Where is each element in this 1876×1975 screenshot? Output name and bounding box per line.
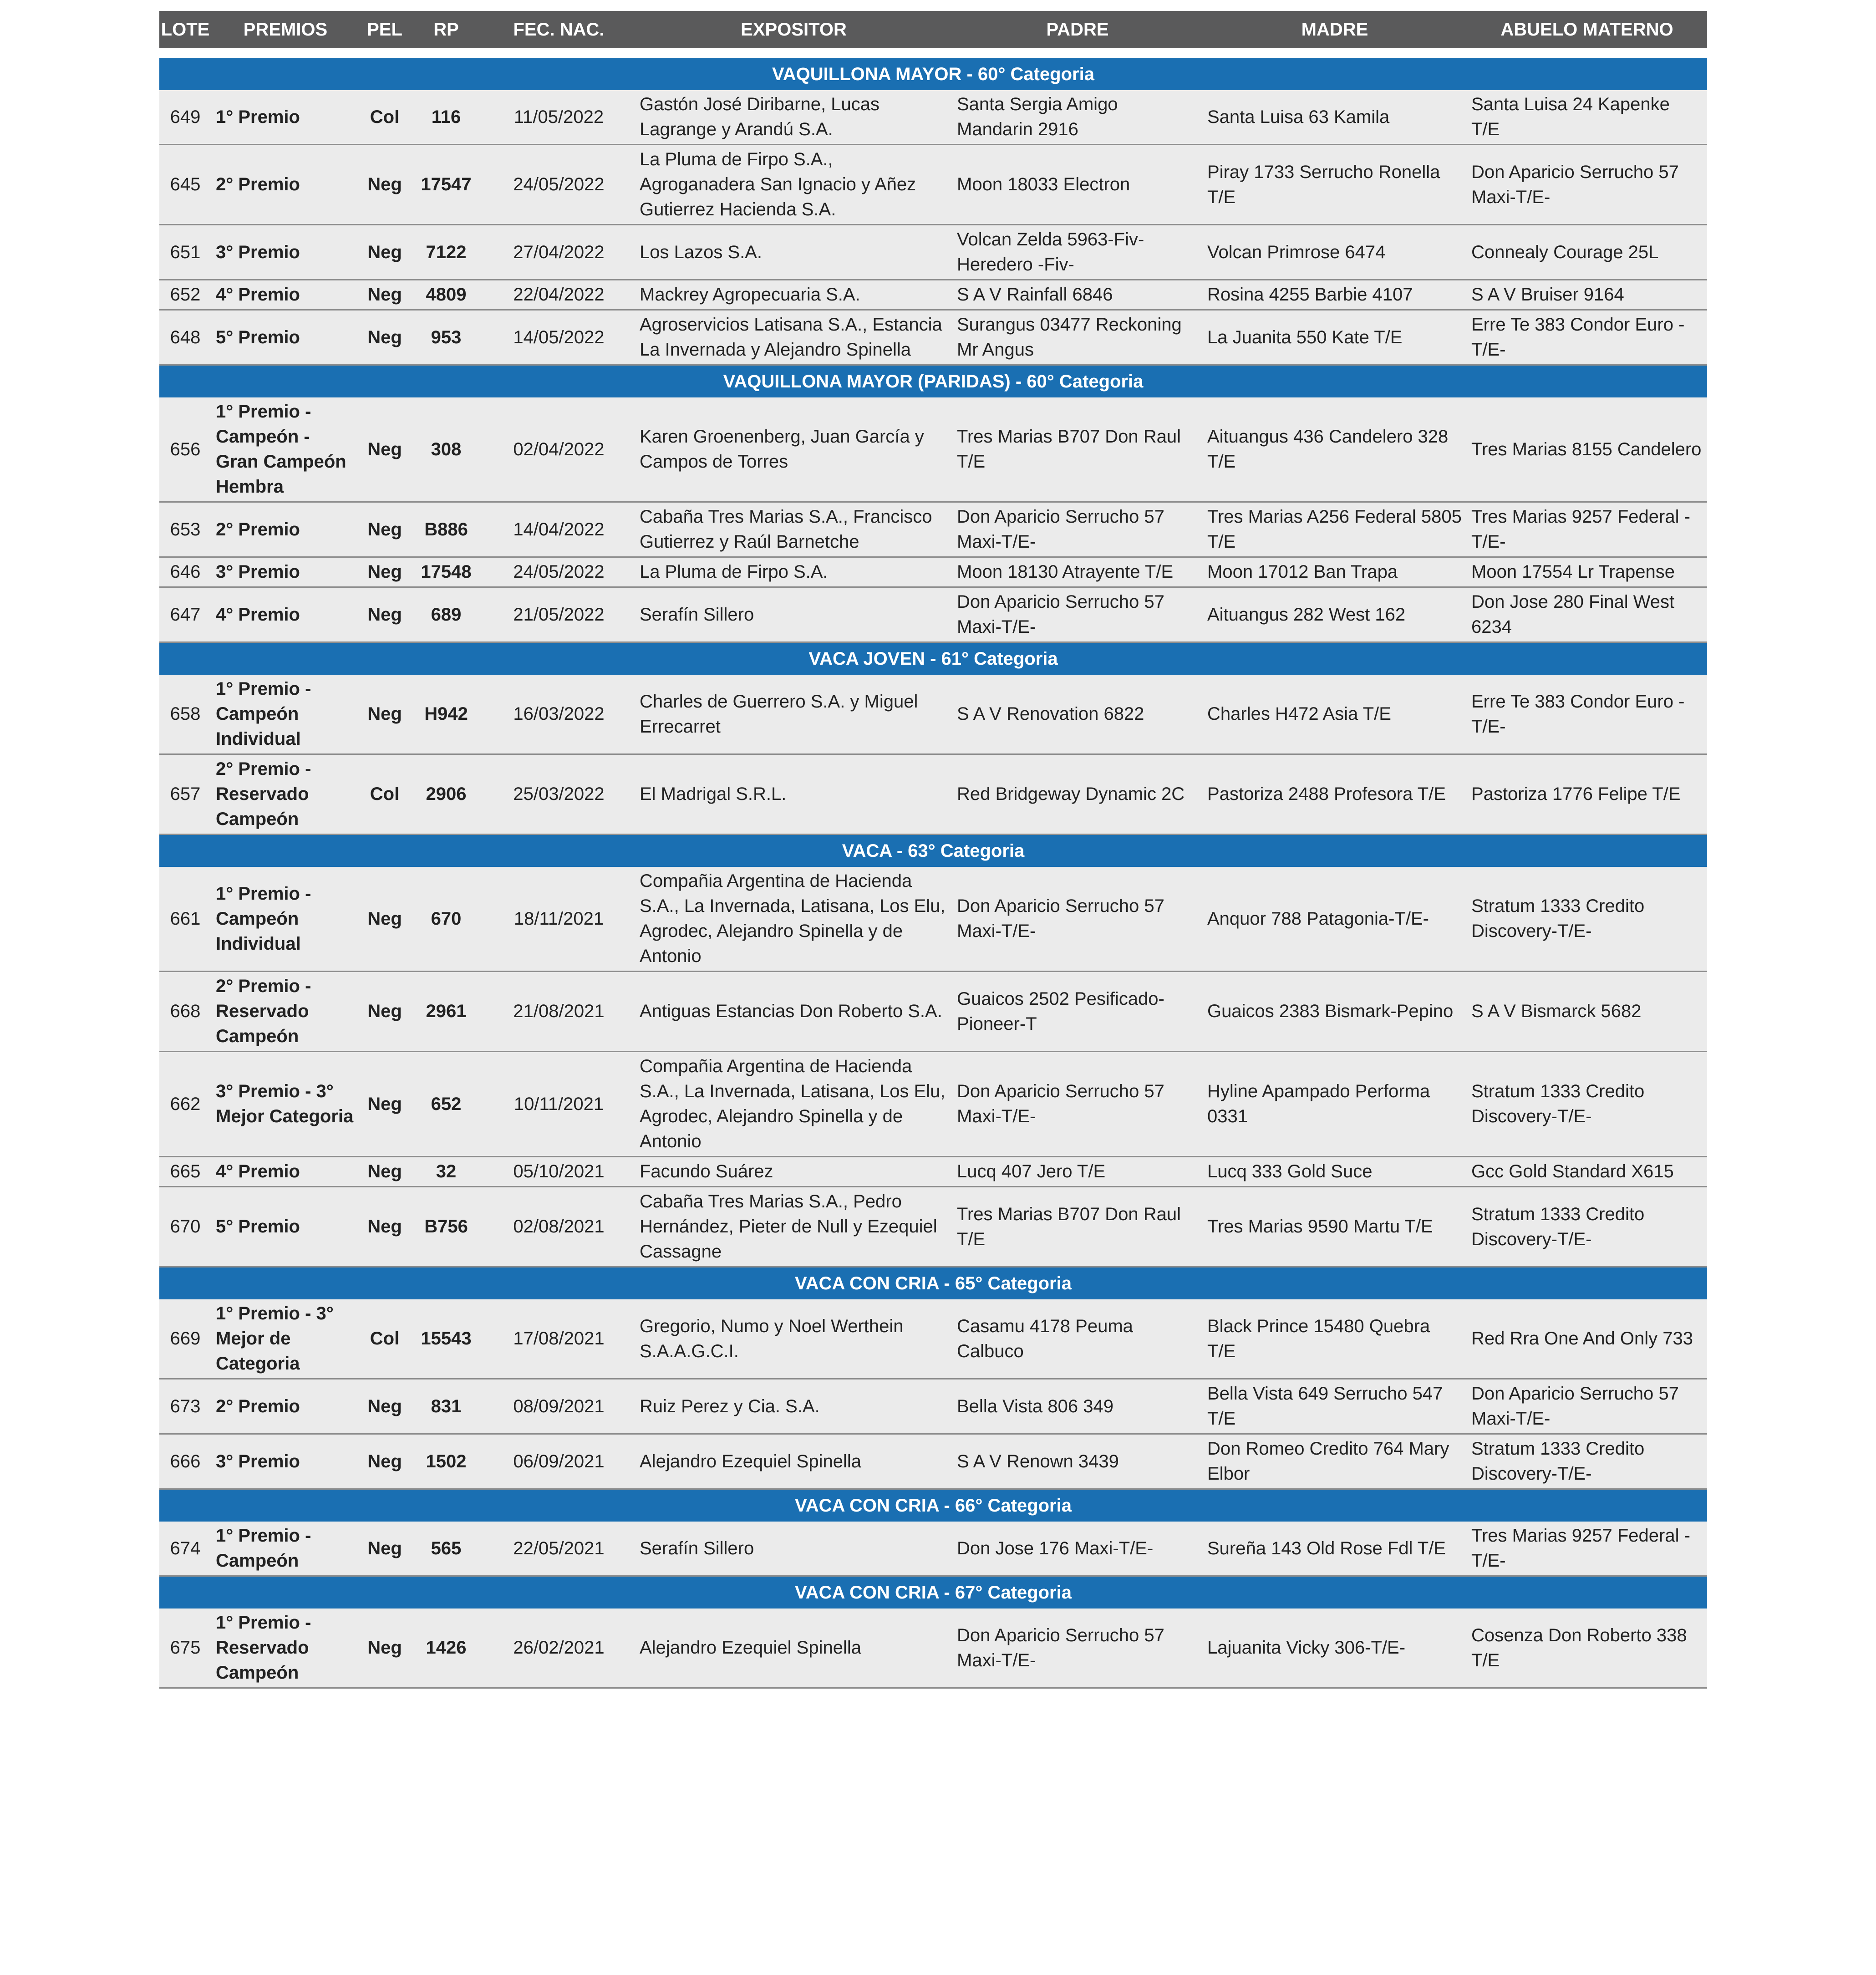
- rp-number-cell: B886: [410, 502, 483, 557]
- exhibitor-cell: Los Lazos S.A.: [635, 225, 952, 280]
- exhibitor-cell: Alejandro Ezequiel Spinella: [635, 1434, 952, 1489]
- rp-number-cell: 17548: [410, 557, 483, 587]
- section-title: VACA JOVEN - 61° Categoria: [159, 642, 1707, 675]
- birth-date-cell: 14/04/2022: [483, 502, 635, 557]
- table-row: [159, 1052, 1707, 1157]
- exhibitor-cell: Karen Groenenberg, Juan García y Campos de Torres: [635, 397, 952, 502]
- birth-date-cell: 22/04/2022: [483, 280, 635, 310]
- prize-cell: 1° Premio - Campeón Individual: [211, 675, 360, 754]
- section-header: [159, 58, 1707, 90]
- dam-cell: Charles H472 Asia T/E: [1203, 675, 1467, 754]
- coat-color-cell: Neg: [360, 972, 410, 1052]
- sire-cell: S A V Renown 3439: [952, 1434, 1203, 1489]
- sire-cell: Don Aparicio Serrucho 57 Maxi-T/E-: [952, 1052, 1203, 1157]
- table-row: [159, 1157, 1707, 1187]
- prize-cell: 2° Premio: [211, 1379, 360, 1434]
- maternal-grandsire-cell: Tres Marias 8155 Candelero: [1467, 397, 1707, 502]
- lot-number-cell: 656: [159, 397, 211, 502]
- rp-number-cell: 15543: [410, 1299, 483, 1379]
- maternal-grandsire-cell: Stratum 1333 Credito Discovery-T/E-: [1467, 1187, 1707, 1267]
- table-row: [159, 972, 1707, 1052]
- birth-date-cell: 02/04/2022: [483, 397, 635, 502]
- birth-date-cell: 18/11/2021: [483, 867, 635, 972]
- sire-cell: Tres Marias B707 Don Raul T/E: [952, 397, 1203, 502]
- birth-date-cell: 17/08/2021: [483, 1299, 635, 1379]
- dam-cell: Anquor 788 Patagonia-T/E-: [1203, 867, 1467, 972]
- prize-cell: 4° Premio: [211, 280, 360, 310]
- lot-number-cell: 651: [159, 225, 211, 280]
- coat-color-cell: Neg: [360, 557, 410, 587]
- maternal-grandsire-cell: Red Rra One And Only 733: [1467, 1299, 1707, 1379]
- coat-color-cell: Neg: [360, 310, 410, 365]
- coat-color-cell: Neg: [360, 502, 410, 557]
- table-header: [159, 11, 1707, 48]
- header-rp: RP: [410, 11, 483, 48]
- dam-cell: Volcan Primrose 6474: [1203, 225, 1467, 280]
- sire-cell: Don Aparicio Serrucho 57 Maxi-T/E-: [952, 1609, 1203, 1688]
- exhibitor-cell: Compañia Argentina de Hacienda S.A., La Invernada, Latisana, Los Elu, Agrodec, Alejandro Spinella y de Antonio: [635, 867, 952, 972]
- dam-cell: Tres Marias 9590 Martu T/E: [1203, 1187, 1467, 1267]
- table-row: [159, 310, 1707, 365]
- table-row: [159, 225, 1707, 280]
- dam-cell: Moon 17012 Ban Trapa: [1203, 557, 1467, 587]
- birth-date-cell: 02/08/2021: [483, 1187, 635, 1267]
- prize-cell: 5° Premio: [211, 1187, 360, 1267]
- exhibitor-cell: Compañia Argentina de Hacienda S.A., La Invernada, Latisana, Los Elu, Agrodec, Alejandro Spinella y de Antonio: [635, 1052, 952, 1157]
- coat-color-cell: Neg: [360, 1522, 410, 1576]
- lot-number-cell: 658: [159, 675, 211, 754]
- birth-date-cell: 08/09/2021: [483, 1379, 635, 1434]
- maternal-grandsire-cell: Stratum 1333 Credito Discovery-T/E-: [1467, 1434, 1707, 1489]
- sire-cell: Red Bridgeway Dynamic 2C: [952, 754, 1203, 835]
- exhibitor-cell: Gastón José Diribarne, Lucas Lagrange y Arandú S.A.: [635, 90, 952, 145]
- rp-number-cell: 32: [410, 1157, 483, 1187]
- exhibitor-cell: Cabaña Tres Marias S.A., Francisco Gutierrez y Raúl Barnetche: [635, 502, 952, 557]
- coat-color-cell: Neg: [360, 1609, 410, 1688]
- exhibitor-cell: Alejandro Ezequiel Spinella: [635, 1609, 952, 1688]
- rp-number-cell: 2961: [410, 972, 483, 1052]
- maternal-grandsire-cell: Gcc Gold Standard X615: [1467, 1157, 1707, 1187]
- dam-cell: Sureña 143 Old Rose Fdl T/E: [1203, 1522, 1467, 1576]
- lot-number-cell: 668: [159, 972, 211, 1052]
- table-body: [159, 48, 1707, 1688]
- maternal-grandsire-cell: Erre Te 383 Condor Euro -T/E-: [1467, 675, 1707, 754]
- prize-cell: 2° Premio - Reservado Campeón: [211, 972, 360, 1052]
- table-row: [159, 502, 1707, 557]
- sire-cell: Don Aparicio Serrucho 57 Maxi-T/E-: [952, 502, 1203, 557]
- exhibitor-cell: Charles de Guerrero S.A. y Miguel Errecarret: [635, 675, 952, 754]
- coat-color-cell: Col: [360, 754, 410, 835]
- birth-date-cell: 25/03/2022: [483, 754, 635, 835]
- birth-date-cell: 05/10/2021: [483, 1157, 635, 1187]
- dam-cell: Piray 1733 Serrucho Ronella T/E: [1203, 145, 1467, 225]
- dam-cell: Black Prince 15480 Quebra T/E: [1203, 1299, 1467, 1379]
- section-header: [159, 1489, 1707, 1522]
- rp-number-cell: 565: [410, 1522, 483, 1576]
- lot-number-cell: 647: [159, 587, 211, 642]
- sire-cell: Moon 18130 Atrayente T/E: [952, 557, 1203, 587]
- sire-cell: Casamu 4178 Peuma Calbuco: [952, 1299, 1203, 1379]
- birth-date-cell: 21/08/2021: [483, 972, 635, 1052]
- table-row: [159, 1299, 1707, 1379]
- table-row: [159, 587, 1707, 642]
- exhibitor-cell: La Pluma de Firpo S.A., Agroganadera San Ignacio y Añez Gutierrez Hacienda S.A.: [635, 145, 952, 225]
- lot-number-cell: 653: [159, 502, 211, 557]
- maternal-grandsire-cell: S A V Bismarck 5682: [1467, 972, 1707, 1052]
- exhibitor-cell: Gregorio, Numo y Noel Werthein S.A.A.G.C.I.: [635, 1299, 952, 1379]
- birth-date-cell: 06/09/2021: [483, 1434, 635, 1489]
- coat-color-cell: Neg: [360, 1379, 410, 1434]
- dam-cell: Tres Marias A256 Federal 5805 T/E: [1203, 502, 1467, 557]
- sire-cell: Santa Sergia Amigo Mandarin 2916: [952, 90, 1203, 145]
- lot-number-cell: 669: [159, 1299, 211, 1379]
- sire-cell: Tres Marias B707 Don Raul T/E: [952, 1187, 1203, 1267]
- coat-color-cell: Neg: [360, 397, 410, 502]
- rp-number-cell: 953: [410, 310, 483, 365]
- maternal-grandsire-cell: Cosenza Don Roberto 338 T/E: [1467, 1609, 1707, 1688]
- lot-number-cell: 674: [159, 1522, 211, 1576]
- prize-cell: 3° Premio: [211, 225, 360, 280]
- lot-number-cell: 648: [159, 310, 211, 365]
- exhibitor-cell: Serafín Sillero: [635, 587, 952, 642]
- header-row: [159, 11, 1707, 48]
- rp-number-cell: 689: [410, 587, 483, 642]
- prize-cell: 5° Premio: [211, 310, 360, 365]
- birth-date-cell: 16/03/2022: [483, 675, 635, 754]
- lot-number-cell: 661: [159, 867, 211, 972]
- birth-date-cell: 24/05/2022: [483, 557, 635, 587]
- sire-cell: Volcan Zelda 5963-Fiv-Heredero -Fiv-: [952, 225, 1203, 280]
- rp-number-cell: 1426: [410, 1609, 483, 1688]
- dam-cell: Guaicos 2383 Bismark-Pepino: [1203, 972, 1467, 1052]
- maternal-grandsire-cell: Santa Luisa 24 Kapenke T/E: [1467, 90, 1707, 145]
- section-title: VACA - 63° Categoria: [159, 835, 1707, 867]
- section-header: [159, 1267, 1707, 1300]
- lot-number-cell: 673: [159, 1379, 211, 1434]
- prize-cell: 3° Premio - 3° Mejor Categoria: [211, 1052, 360, 1157]
- birth-date-cell: 27/04/2022: [483, 225, 635, 280]
- coat-color-cell: Neg: [360, 1157, 410, 1187]
- section-title: VACA CON CRIA - 65° Categoria: [159, 1267, 1707, 1300]
- table-row: [159, 1434, 1707, 1489]
- maternal-grandsire-cell: Don Aparicio Serrucho 57 Maxi-T/E-: [1467, 145, 1707, 225]
- birth-date-cell: 22/05/2021: [483, 1522, 635, 1576]
- dam-cell: Aituangus 282 West 162: [1203, 587, 1467, 642]
- prize-cell: 3° Premio: [211, 1434, 360, 1489]
- section-header: [159, 642, 1707, 675]
- birth-date-cell: 10/11/2021: [483, 1052, 635, 1157]
- coat-color-cell: Neg: [360, 225, 410, 280]
- table-row: [159, 1522, 1707, 1576]
- lot-number-cell: 646: [159, 557, 211, 587]
- exhibitor-cell: La Pluma de Firpo S.A.: [635, 557, 952, 587]
- dam-cell: Hyline Apampado Performa 0331: [1203, 1052, 1467, 1157]
- maternal-grandsire-cell: Stratum 1333 Credito Discovery-T/E-: [1467, 867, 1707, 972]
- coat-color-cell: Neg: [360, 867, 410, 972]
- maternal-grandsire-cell: Tres Marias 9257 Federal -T/E-: [1467, 502, 1707, 557]
- sire-cell: Surangus 03477 Reckoning Mr Angus: [952, 310, 1203, 365]
- dam-cell: Don Romeo Credito 764 Mary Elbor: [1203, 1434, 1467, 1489]
- dam-cell: Bella Vista 649 Serrucho 547 T/E: [1203, 1379, 1467, 1434]
- exhibitor-cell: Ruiz Perez y Cia. S.A.: [635, 1379, 952, 1434]
- prize-cell: 1° Premio - Campeón: [211, 1522, 360, 1576]
- rp-number-cell: 831: [410, 1379, 483, 1434]
- header-spacer: [159, 48, 1707, 58]
- sire-cell: Moon 18033 Electron: [952, 145, 1203, 225]
- table-row: [159, 675, 1707, 754]
- section-title: VACA CON CRIA - 67° Categoria: [159, 1576, 1707, 1609]
- sire-cell: Lucq 407 Jero T/E: [952, 1157, 1203, 1187]
- lot-number-cell: 665: [159, 1157, 211, 1187]
- rp-number-cell: 652: [410, 1052, 483, 1157]
- header-padre: PADRE: [952, 11, 1203, 48]
- rp-number-cell: 116: [410, 90, 483, 145]
- dam-cell: Rosina 4255 Barbie 4107: [1203, 280, 1467, 310]
- dam-cell: Lucq 333 Gold Suce: [1203, 1157, 1467, 1187]
- section-title: VAQUILLONA MAYOR - 60° Categoria: [159, 58, 1707, 90]
- sire-cell: Don Aparicio Serrucho 57 Maxi-T/E-: [952, 867, 1203, 972]
- rp-number-cell: 7122: [410, 225, 483, 280]
- table-row: [159, 145, 1707, 225]
- dam-cell: Aituangus 436 Candelero 328 T/E: [1203, 397, 1467, 502]
- maternal-grandsire-cell: Tres Marias 9257 Federal -T/E-: [1467, 1522, 1707, 1576]
- prize-cell: 1° Premio: [211, 90, 360, 145]
- maternal-grandsire-cell: Erre Te 383 Condor Euro -T/E-: [1467, 310, 1707, 365]
- section-header: [159, 835, 1707, 867]
- rp-number-cell: 308: [410, 397, 483, 502]
- lot-number-cell: 645: [159, 145, 211, 225]
- table-row: [159, 1187, 1707, 1267]
- sire-cell: Don Aparicio Serrucho 57 Maxi-T/E-: [952, 587, 1203, 642]
- birth-date-cell: 24/05/2022: [483, 145, 635, 225]
- exhibitor-cell: Agroservicios Latisana S.A., Estancia La Invernada y Alejandro Spinella: [635, 310, 952, 365]
- dam-cell: Santa Luisa 63 Kamila: [1203, 90, 1467, 145]
- coat-color-cell: Neg: [360, 1434, 410, 1489]
- coat-color-cell: Neg: [360, 675, 410, 754]
- sire-cell: S A V Rainfall 6846: [952, 280, 1203, 310]
- birth-date-cell: 11/05/2022: [483, 90, 635, 145]
- header-premios: PREMIOS: [211, 11, 360, 48]
- dam-cell: Pastoriza 2488 Profesora T/E: [1203, 754, 1467, 835]
- rp-number-cell: 4809: [410, 280, 483, 310]
- prize-cell: 2° Premio: [211, 502, 360, 557]
- coat-color-cell: Neg: [360, 1052, 410, 1157]
- table-row: [159, 397, 1707, 502]
- rp-number-cell: B756: [410, 1187, 483, 1267]
- prize-cell: 4° Premio: [211, 1157, 360, 1187]
- rp-number-cell: 17547: [410, 145, 483, 225]
- prize-cell: 2° Premio - Reservado Campeón: [211, 754, 360, 835]
- results-sheet: [159, 11, 1707, 1689]
- prize-cell: 1° Premio - Reservado Campeón: [211, 1609, 360, 1688]
- header-lote: LOTE: [159, 11, 211, 48]
- prize-cell: 2° Premio: [211, 145, 360, 225]
- exhibitor-cell: Facundo Suárez: [635, 1157, 952, 1187]
- results-table: [159, 11, 1707, 1689]
- table-row: [159, 1609, 1707, 1688]
- table-row: [159, 557, 1707, 587]
- header-fec-nac: FEC. NAC.: [483, 11, 635, 48]
- prize-cell: 1° Premio - 3° Mejor de Categoria: [211, 1299, 360, 1379]
- header-abuelo-materno: ABUELO MATERNO: [1467, 11, 1707, 48]
- lot-number-cell: 657: [159, 754, 211, 835]
- coat-color-cell: Col: [360, 1299, 410, 1379]
- header-madre: MADRE: [1203, 11, 1467, 48]
- lot-number-cell: 652: [159, 280, 211, 310]
- section-header: [159, 1576, 1707, 1609]
- sire-cell: Bella Vista 806 349: [952, 1379, 1203, 1434]
- exhibitor-cell: El Madrigal S.R.L.: [635, 754, 952, 835]
- table-row: [159, 1379, 1707, 1434]
- section-header: [159, 365, 1707, 398]
- prize-cell: 1° Premio - Campeón - Gran Campeón Hembra: [211, 397, 360, 502]
- exhibitor-cell: Serafín Sillero: [635, 1522, 952, 1576]
- maternal-grandsire-cell: Pastoriza 1776 Felipe T/E: [1467, 754, 1707, 835]
- prize-cell: 3° Premio: [211, 557, 360, 587]
- table-row: [159, 867, 1707, 972]
- sire-cell: S A V Renovation 6822: [952, 675, 1203, 754]
- maternal-grandsire-cell: Moon 17554 Lr Trapense: [1467, 557, 1707, 587]
- coat-color-cell: Neg: [360, 280, 410, 310]
- table-row: [159, 90, 1707, 145]
- birth-date-cell: 26/02/2021: [483, 1609, 635, 1688]
- lot-number-cell: 649: [159, 90, 211, 145]
- maternal-grandsire-cell: Don Aparicio Serrucho 57 Maxi-T/E-: [1467, 1379, 1707, 1434]
- maternal-grandsire-cell: Stratum 1333 Credito Discovery-T/E-: [1467, 1052, 1707, 1157]
- rp-number-cell: H942: [410, 675, 483, 754]
- coat-color-cell: Col: [360, 90, 410, 145]
- maternal-grandsire-cell: S A V Bruiser 9164: [1467, 280, 1707, 310]
- prize-cell: 4° Premio: [211, 587, 360, 642]
- section-title: VACA CON CRIA - 66° Categoria: [159, 1489, 1707, 1522]
- exhibitor-cell: Cabaña Tres Marias S.A., Pedro Hernández, Pieter de Null y Ezequiel Cassagne: [635, 1187, 952, 1267]
- table-row: [159, 280, 1707, 310]
- sire-cell: Don Jose 176 Maxi-T/E-: [952, 1522, 1203, 1576]
- lot-number-cell: 675: [159, 1609, 211, 1688]
- sire-cell: Guaicos 2502 Pesificado-Pioneer-T: [952, 972, 1203, 1052]
- rp-number-cell: 670: [410, 867, 483, 972]
- birth-date-cell: 14/05/2022: [483, 310, 635, 365]
- lot-number-cell: 662: [159, 1052, 211, 1157]
- birth-date-cell: 21/05/2022: [483, 587, 635, 642]
- coat-color-cell: Neg: [360, 587, 410, 642]
- maternal-grandsire-cell: Don Jose 280 Final West 6234: [1467, 587, 1707, 642]
- exhibitor-cell: Mackrey Agropecuaria S.A.: [635, 280, 952, 310]
- table-row: [159, 754, 1707, 835]
- header-expositor: EXPOSITOR: [635, 11, 952, 48]
- maternal-grandsire-cell: Connealy Courage 25L: [1467, 225, 1707, 280]
- section-title: VAQUILLONA MAYOR (PARIDAS) - 60° Categoria: [159, 365, 1707, 398]
- exhibitor-cell: Antiguas Estancias Don Roberto S.A.: [635, 972, 952, 1052]
- dam-cell: Lajuanita Vicky 306-T/E-: [1203, 1609, 1467, 1688]
- coat-color-cell: Neg: [360, 1187, 410, 1267]
- lot-number-cell: 670: [159, 1187, 211, 1267]
- header-pel: PEL: [360, 11, 410, 48]
- rp-number-cell: 2906: [410, 754, 483, 835]
- dam-cell: La Juanita 550 Kate T/E: [1203, 310, 1467, 365]
- rp-number-cell: 1502: [410, 1434, 483, 1489]
- lot-number-cell: 666: [159, 1434, 211, 1489]
- coat-color-cell: Neg: [360, 145, 410, 225]
- prize-cell: 1° Premio - Campeón Individual: [211, 867, 360, 972]
